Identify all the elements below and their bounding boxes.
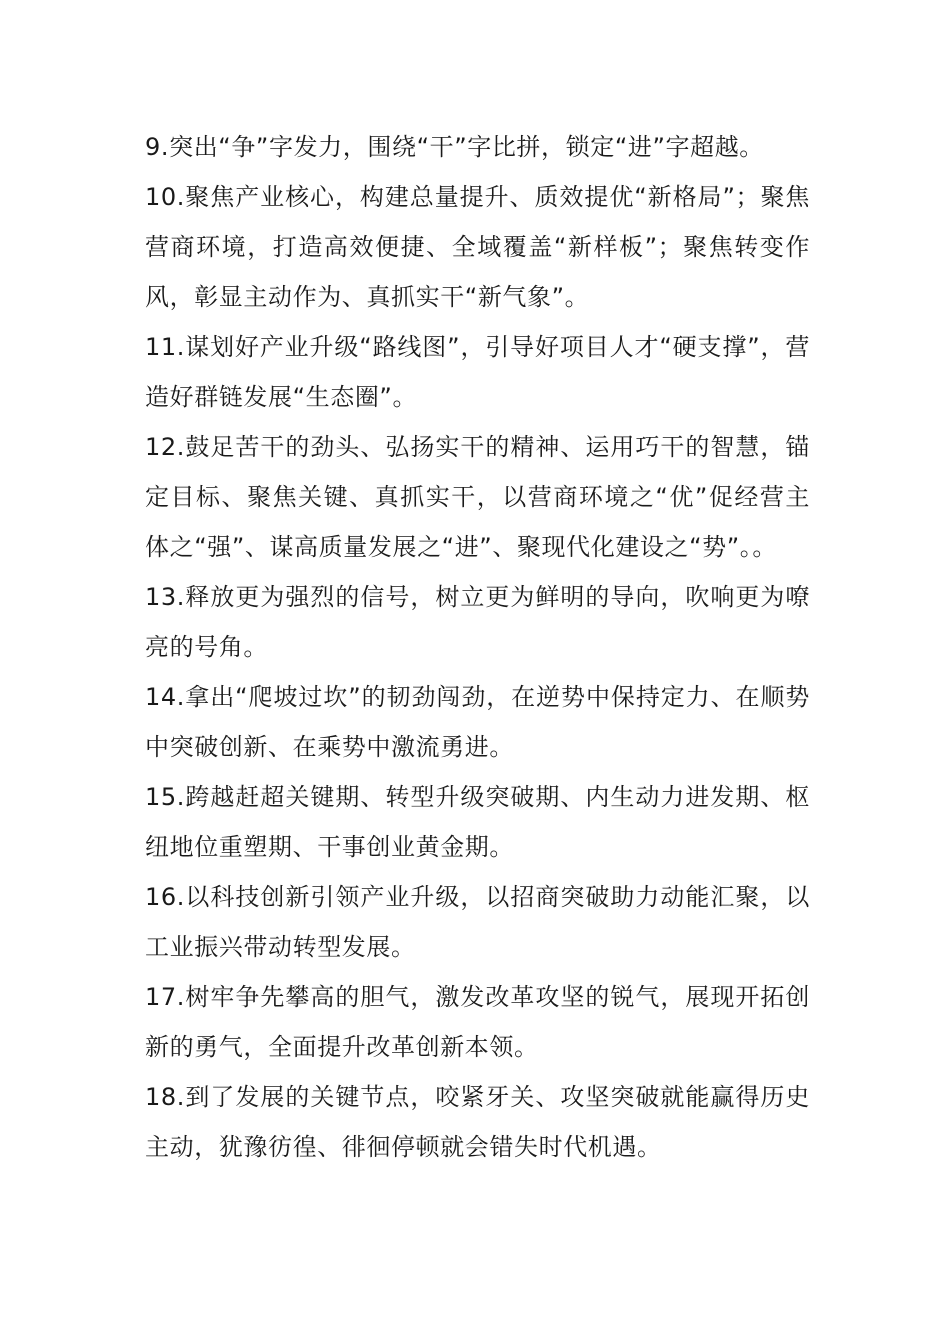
- paragraph-9: 9.突出“争”字发力，围绕“干”字比拼，锁定“进”字超越。: [145, 133, 764, 161]
- paragraph-11: 11.谋划好产业升级“路线图”，引导好项目人才“硬支撑”，营造好群链发展“生态圈”。: [145, 333, 810, 411]
- paragraph-12: 12.鼓足苦干的劲头、弘扬实干的精神、运用巧干的智慧，锚定目标、聚焦关键、真抓实干，以营商环境之“优”促经营主体之“强”、谋高质量发展之“进”、聚现代化建设之“势”。。: [145, 433, 810, 561]
- paragraph-17: 17.树牢争先攀高的胆气，激发改革攻坚的锐气，展现开拓创新的勇气，全面提升改革创新本领。: [145, 983, 810, 1061]
- paragraph-14: 14.拿出“爬坡过坎”的韧劲闯劲，在逆势中保持定力、在顺势中突破创新、在乘势中激流勇进。: [145, 683, 810, 761]
- paragraph-18: 18.到了发展的关键节点，咬紧牙关、攻坚突破就能赢得历史主动，犹豫彷徨、徘徊停顿就会错失时代机遇。: [145, 1083, 810, 1161]
- paragraph-13: 13.释放更为强烈的信号，树立更为鲜明的导向，吹响更为嘹亮的号角。: [145, 583, 810, 661]
- paragraph-10: 10.聚焦产业核心，构建总量提升、质效提优“新格局”；聚焦营商环境，打造高效便捷、全域覆盖“新样板”；聚焦转变作风，彰显主动作为、真抓实干“新气象”。: [145, 183, 810, 311]
- paragraph-15: 15.跨越赶超关键期、转型升级突破期、内生动力进发期、枢纽地位重塑期、干事创业黄金期。: [145, 783, 810, 861]
- paragraph-16: 16.以科技创新引领产业升级，以招商突破助力动能汇聚，以工业振兴带动转型发展。: [145, 883, 810, 961]
- document-body: [145, 122, 810, 1172]
